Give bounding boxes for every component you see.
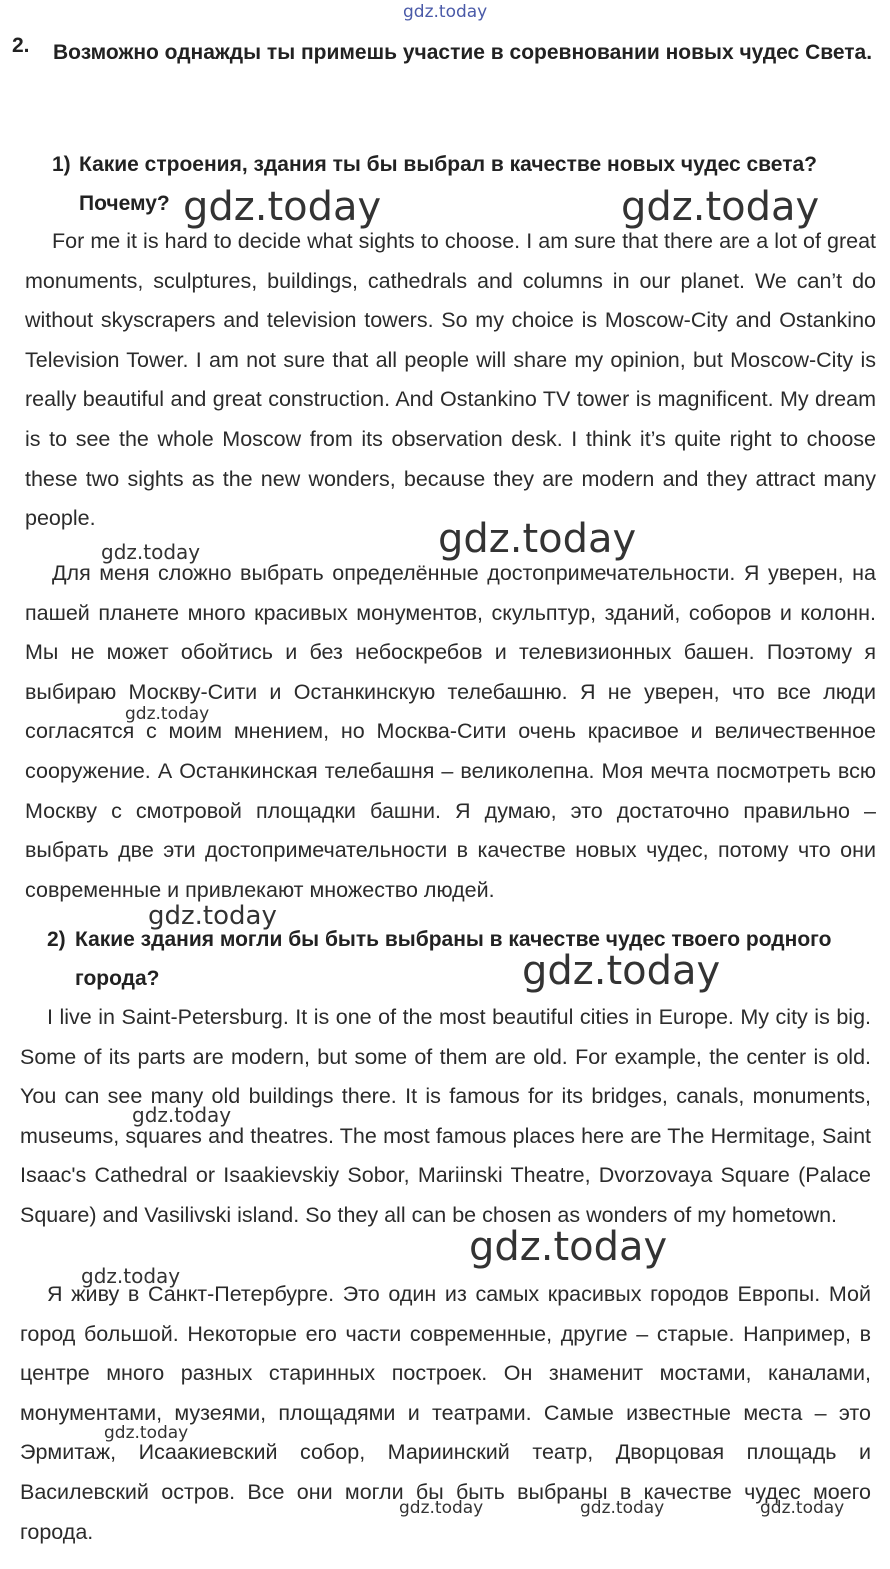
task-number: 2.	[12, 34, 30, 57]
watermark-small: gdz.today	[81, 1264, 181, 1288]
watermark-small: gdz.today	[132, 1103, 232, 1127]
watermark-small: gdz.today	[399, 1498, 484, 1518]
answer-2-english: I live in Saint-Petersburg. It is one of the most beautiful cities in Europe. My city is big. Some of its parts are modern, but some of them are old. For example, the center is old. You can see many old buildings there. It is famous for its bridges, canals, monuments, museums, squares and theatres. The most famous places here are The Hermitage, Saint Isaac's Cathedral or Isaakievskiy Sobor, Mariinski Theatre, Dvorzovaya Square (Palace Square) and Vasilivski island. So they all can be chosen as wonders of my hometown.	[20, 1005, 871, 1227]
watermark-small: gdz.today	[101, 540, 201, 564]
watermark-small: gdz.today	[580, 1498, 665, 1518]
question-1-number: 1)	[52, 153, 71, 176]
watermark-medium: gdz.today	[148, 901, 277, 931]
answer-2-russian: Я живу в Санкт-Петербурге. Это один из самых красивых городов Европы. Мой город большой. Некоторые его части современные, другие – старые. Например, в центре много разных старинных построек. Он знаменит мостами, каналами, монументами, музеями, площадями и театрами. Самые известные места – это Эрмитаж, Исаакиевский собор, Мариинский театр, Дворцовая площадь и Василевский остров. Все они могли бы быть выбраны в качестве чудес моего города.	[20, 1282, 871, 1544]
watermark-large: gdz.today	[183, 184, 382, 230]
watermark-small: gdz.today	[104, 1423, 189, 1443]
watermark-small: gdz.today	[125, 704, 210, 724]
question-2-number: 2)	[47, 928, 66, 951]
watermark-small: gdz.today	[760, 1498, 845, 1518]
answer-1-russian: Для меня сложно выбрать определённые достопримечательности. Я уверен, на пашей планете много красивых монументов, скульптур, зданий, соборов и колонн. Мы не может обойтись и без небоскребов и телевизионных башен. Поэтому я выбираю Москву-Сити и Останкинскую телебашню. Я не уверен, что все люди согласятся с моим мнением, но Москва-Сити очень красивое и величественное сооружение. А Останкинская телебашня – великолепна. Моя мечта посмотреть всю Москву с смотровой площадки башни. Я думаю, это достаточно правильно – выбрать две эти достопримечательности в качестве новых чудес, потому что они современные и привлекают множество людей.	[25, 561, 876, 902]
watermark-large: gdz.today	[438, 516, 637, 562]
question-1-text: Какие строения, здания ты бы выбрал в качестве новых чудес света? Почему?	[79, 153, 818, 215]
watermark-large: gdz.today	[621, 184, 820, 230]
task-title: Возможно однажды ты примешь участие в соревновании новых чудес Света.	[53, 41, 873, 64]
watermark-logo: gdz.today	[403, 2, 488, 22]
watermark-large: gdz.today	[522, 948, 721, 994]
question-2-text: Какие здания могли бы быть выбраны в качестве чудес твоего родного города?	[75, 928, 832, 990]
answer-1-english: For me it is hard to decide what sights to choose. I am sure that there are a lot of great monuments, sculptures, buildings, cathedrals and columns in our planet. We can’t do without skyscrapers and television towers. So my choice is Moscow-City and Ostankino Television Tower. I am not sure that all people will share my opinion, but Moscow-City is really beautiful and great construction. And Ostankino TV tower is magnificent. My dream is to see the whole Moscow from its observation desk. I think it’s quite right to choose these two sights as the new wonders, because they are modern and they attract many people.	[25, 229, 876, 531]
watermark-large: gdz.today	[469, 1224, 668, 1270]
